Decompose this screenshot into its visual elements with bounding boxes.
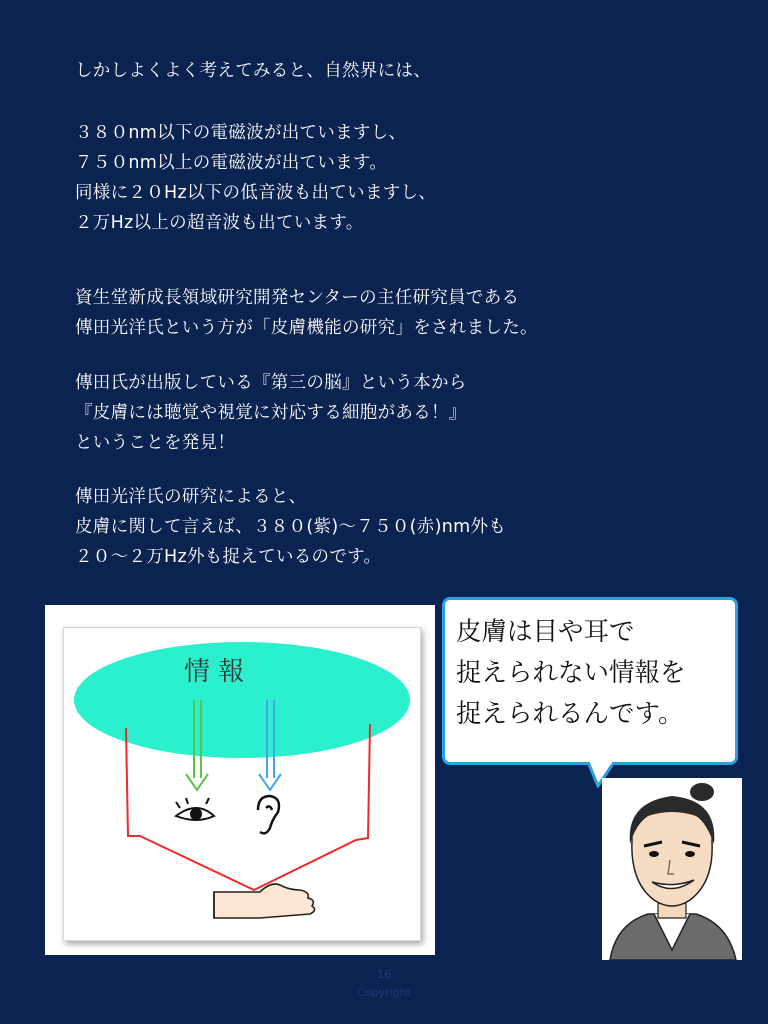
illustration (63, 627, 421, 941)
text-line: 傳田氏が出版している『第三の脳』という本から (75, 373, 467, 393)
face (632, 804, 712, 906)
paragraph-frequencies (75, 118, 436, 238)
speech-text (456, 612, 686, 735)
speech-line: 捉えられない情報を (456, 658, 686, 688)
text-line: しかしよくよく考えてみると、自然界には、 (75, 61, 431, 81)
narrator-portrait (602, 778, 742, 960)
paragraph-intro (75, 56, 431, 86)
avatar (602, 778, 742, 960)
paragraph-book (75, 368, 467, 458)
text-line: 『皮膚には聴覚や視覚に対応する細胞がある！』 (75, 403, 467, 423)
text-line: ということを発見！ (75, 433, 236, 453)
text-line: 傳田光洋氏という方が「皮膚機能の研究」をされました。 (75, 318, 538, 338)
text-line: ２万Hz以上の超音波も出ています。 (75, 213, 364, 233)
topknot (690, 783, 714, 801)
illustration-drawing (64, 628, 420, 940)
illustration-frame (45, 605, 435, 955)
eye-icon (176, 798, 214, 820)
speech-line: 皮膚は目や耳で (456, 617, 635, 647)
paragraph-researcher (75, 283, 538, 343)
text-line: 同様に２０Hz以下の低音波も出ていますし、 (75, 183, 437, 203)
ear-icon (258, 796, 279, 833)
copyright-text: Copyright (357, 986, 411, 999)
speech-line: 捉えられるんです。 (456, 699, 684, 729)
speech-bubble (442, 597, 738, 765)
text-line: 資生堂新成長領域研究開発センターの主任研究員である (75, 288, 520, 308)
text-line: ７５０nm以上の電磁波が出ています。 (75, 153, 388, 173)
text-line: ３８０nm以下の電磁波が出ていますし、 (75, 123, 407, 143)
info-label: 情 報 (184, 657, 245, 687)
hand-icon (214, 884, 315, 918)
text-line: ２０〜２万Hz外も捉えているのです。 (75, 547, 382, 567)
page-number: 16 (377, 968, 391, 981)
text-line: 傳田光洋氏の研究によると、 (75, 487, 307, 507)
text-line: 皮膚に関して言えば、３８０(紫)〜７５０(赤)nm外も (75, 517, 507, 537)
paragraph-conclusion (75, 482, 506, 572)
